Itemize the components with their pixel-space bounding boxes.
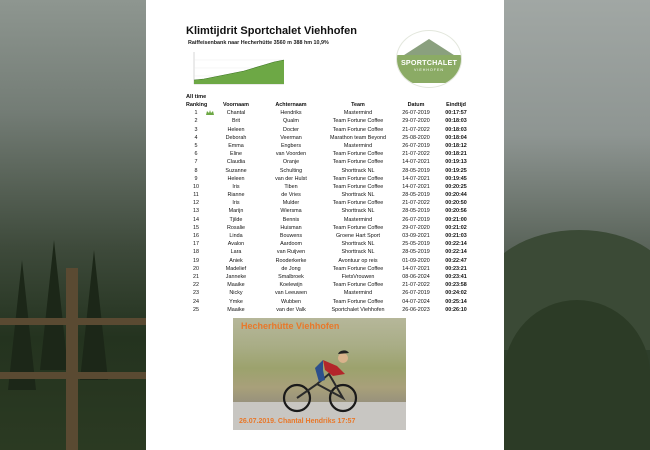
first-name-cell: Brit	[231, 118, 241, 125]
time-cell: 00:21:00	[445, 216, 467, 223]
first-name-cell: Nicky	[229, 290, 243, 297]
last-name-cell: de Vries	[281, 192, 301, 199]
rank-cell: 22	[193, 282, 199, 289]
date-cell: 04-07-2024	[402, 298, 430, 305]
last-name-cell: Rooderkerke	[275, 257, 307, 264]
team-cell: Shorttrack NL	[341, 167, 375, 174]
last-name-cell: van Ruijven	[276, 249, 306, 256]
rank-cell: 15	[193, 224, 199, 231]
team-cell: Team Fortune Coffee	[332, 265, 384, 272]
rank-cell: 17	[193, 241, 199, 248]
team-cell: Team Fortune Coffee	[332, 224, 384, 231]
last-name-cell: van Voorden	[275, 151, 307, 158]
fence-post	[66, 268, 78, 450]
date-cell: 03-09-2021	[402, 233, 430, 239]
time-cell: 00:17:57	[445, 110, 467, 117]
last-name-cell: de Jong	[281, 265, 301, 272]
rank-cell: 20	[193, 265, 199, 272]
sportchalet-logo	[396, 30, 462, 88]
rank-cell: 3	[194, 126, 198, 133]
team-cell: Shorttrack NL	[341, 208, 375, 215]
last-name-cell: Qualm	[283, 118, 299, 125]
time-cell: 00:18:03	[445, 118, 467, 125]
team-cell: Team Fortune Coffee	[332, 118, 384, 125]
rank-cell: 10	[193, 183, 199, 190]
date-cell: 21-07-2022	[402, 200, 430, 207]
elevation-profile	[190, 48, 286, 90]
rank-cell: 11	[193, 192, 199, 199]
first-name-cell: Ymke	[229, 298, 243, 305]
header-first-name: Voornaam	[223, 102, 249, 108]
last-name-cell: Wubben	[281, 298, 301, 305]
first-name-cell: Marijn	[228, 208, 244, 215]
last-name-cell: Veerman	[280, 134, 302, 141]
last-name-cell: Schulting	[279, 167, 303, 174]
rank-cell: 2	[194, 118, 198, 125]
date-cell: 14-07-2021	[402, 175, 430, 182]
first-name-cell: Janneke	[225, 273, 247, 280]
first-name-cell: Heleen	[227, 126, 245, 133]
header-last-name: Achternaam	[275, 102, 307, 108]
last-name-cell: Hendriks	[280, 110, 302, 117]
time-cell: 00:21:02	[445, 224, 467, 231]
time-cell: 00:26:10	[445, 306, 467, 313]
first-name-cell: Chantal	[226, 110, 246, 117]
team-cell: Team Fortune Coffee	[332, 200, 384, 207]
date-cell: 28-05-2019	[402, 208, 430, 215]
date-cell: 21-07-2022	[402, 126, 430, 133]
rank-cell: 24	[193, 298, 199, 305]
first-name-cell: Tjilde	[229, 216, 243, 223]
winner-crown-icon	[206, 110, 214, 116]
fence-rail	[0, 372, 146, 379]
background-photo-right	[504, 0, 650, 450]
photo-headline: Hecherhütte Viehhofen	[241, 321, 340, 331]
time-cell: 00:23:58	[445, 282, 467, 289]
date-cell: 26-07-2019	[402, 216, 430, 223]
section-label: All time	[186, 94, 207, 100]
time-cell: 00:22:14	[445, 249, 467, 256]
last-name-cell: Engbers	[280, 142, 302, 149]
tree-silhouette	[80, 250, 108, 380]
date-cell: 08-06-2024	[402, 273, 430, 280]
time-cell: 00:22:14	[445, 241, 467, 248]
team-cell: Shorttrack NL	[341, 249, 375, 256]
rank-cell: 8	[194, 167, 198, 174]
first-name-cell: Deborah	[225, 134, 247, 141]
fence-rail	[0, 318, 146, 325]
first-name-cell: Lara	[230, 249, 242, 256]
team-cell: Mastermind	[343, 110, 373, 117]
team-cell: Mastermind	[343, 142, 373, 149]
time-cell: 00:25:14	[445, 298, 467, 305]
last-name-cell: Smalbroek	[278, 273, 304, 280]
team-cell: Avontuur op reis	[338, 257, 378, 264]
date-cell: 14-07-2021	[402, 183, 430, 190]
team-cell: Sportchalet Viehhofen	[331, 306, 385, 313]
last-name-cell: van Leeuwen	[274, 290, 308, 297]
team-cell: FietsVrouwen	[341, 273, 375, 280]
last-name-cell: Bouwens	[279, 233, 303, 239]
meadow	[504, 300, 650, 450]
team-cell: Team Fortune Coffee	[332, 183, 384, 190]
rank-cell: 16	[193, 233, 199, 239]
team-cell: Team Fortune Coffee	[332, 151, 384, 158]
time-cell: 00:18:03	[445, 126, 467, 133]
logo-place: VIEHHOFEN	[414, 68, 444, 72]
tree-silhouette	[40, 240, 68, 370]
first-name-cell: Aniek	[229, 257, 243, 264]
date-cell: 26-07-2019	[402, 142, 430, 149]
cyclist-illustration	[233, 318, 406, 430]
team-cell: Team Fortune Coffee	[332, 159, 384, 166]
time-cell: 00:20:44	[445, 192, 467, 199]
first-name-cell: Linda	[229, 233, 243, 239]
rank-cell: 9	[194, 175, 198, 182]
last-name-cell: Huisman	[280, 224, 302, 231]
first-name-cell: Iris	[232, 200, 240, 207]
last-name-cell: Mulder	[282, 200, 300, 207]
rank-cell: 25	[193, 306, 199, 313]
winner-photo	[233, 318, 406, 430]
rank-cell: 12	[193, 200, 199, 207]
time-cell: 00:22:47	[445, 257, 467, 264]
date-cell: 14-07-2021	[402, 159, 430, 166]
photo-caption: 26.07.2019. Chantal Hendriks 17:57	[239, 418, 356, 425]
logo-name: SPORTCHALET	[400, 58, 458, 67]
time-cell: 00:23:21	[445, 265, 467, 272]
team-cell: Team Fortune Coffee	[332, 298, 384, 305]
team-cell: Team Fortune Coffee	[332, 282, 384, 289]
last-name-cell: Tiben	[284, 183, 298, 190]
date-cell: 29-07-2020	[402, 118, 430, 125]
time-cell: 00:20:25	[445, 183, 467, 190]
first-name-cell: Iris	[232, 183, 240, 190]
rank-cell: 5	[194, 142, 198, 149]
date-cell: 21-07-2022	[402, 282, 430, 289]
rank-cell: 7	[194, 159, 198, 166]
first-name-cell: Avalon	[227, 241, 245, 248]
first-name-cell: Maaike	[227, 306, 245, 313]
header-team: Team	[351, 102, 365, 108]
header-rank: Ranking	[186, 102, 208, 108]
time-cell: 00:19:25	[445, 167, 467, 174]
document-page	[146, 0, 504, 450]
first-name-cell: Suzanne	[225, 167, 247, 174]
route-subtitle: Raiffeisenbank naar Hecherhütte 3560 m 388 hm 10,9%	[188, 40, 329, 46]
first-name-cell: Rosalie	[227, 224, 245, 231]
header-time: Eindtijd	[446, 102, 466, 108]
time-cell: 00:18:12	[445, 142, 467, 149]
last-name-cell: Bennis	[282, 216, 300, 223]
first-name-cell: Madelief	[225, 265, 247, 272]
date-cell: 28-05-2019	[402, 167, 430, 174]
date-cell: 21-07-2022	[402, 151, 430, 158]
rank-cell: 14	[193, 216, 199, 223]
date-cell: 28-05-2019	[402, 249, 430, 256]
time-cell: 00:19:13	[445, 159, 467, 166]
first-name-cell: Claudia	[226, 159, 246, 166]
time-cell: 00:21:03	[445, 233, 467, 239]
team-cell: Groene Hart Sport	[335, 233, 381, 239]
tree-silhouette	[8, 260, 36, 390]
team-cell: Mastermind	[343, 290, 373, 297]
date-cell: 26-07-2019	[402, 110, 430, 117]
time-cell: 00:18:21	[445, 151, 467, 158]
team-cell: Shorttrack NL	[341, 192, 375, 199]
date-cell: 26-07-2019	[402, 290, 430, 297]
last-name-cell: Koelewijn	[279, 282, 303, 289]
rank-cell: 23	[193, 290, 199, 297]
last-name-cell: Docter	[283, 126, 299, 133]
time-cell: 00:18:04	[445, 134, 467, 141]
rank-cell: 21	[193, 273, 199, 280]
date-cell: 01-09-2020	[402, 257, 430, 264]
date-cell: 14-07-2021	[402, 265, 430, 272]
date-cell: 29-07-2020	[402, 224, 430, 231]
time-cell: 00:19:45	[445, 175, 467, 182]
rank-cell: 4	[194, 134, 198, 141]
last-name-cell: Oranje	[282, 159, 300, 166]
last-name-cell: van der Hulst	[275, 175, 307, 182]
first-name-cell: Heleen	[227, 175, 245, 182]
last-name-cell: Aardoom	[280, 241, 302, 248]
first-name-cell: Rianne	[227, 192, 245, 199]
date-cell: 28-05-2019	[402, 192, 430, 199]
last-name-cell: Wiersma	[280, 208, 302, 215]
rank-cell: 6	[194, 151, 198, 158]
date-cell: 25-08-2020	[402, 134, 430, 141]
background-photo-left	[0, 0, 146, 450]
date-cell: 25-05-2019	[402, 241, 430, 248]
time-cell: 00:24:02	[445, 290, 467, 297]
rank-cell: 18	[193, 249, 199, 256]
rank-cell: 1	[194, 110, 198, 117]
team-cell: Mastermind	[343, 216, 373, 223]
document-title: Klimtijdrit Sportchalet Viehhofen	[186, 25, 357, 37]
time-cell: 00:20:50	[445, 200, 467, 207]
time-cell: 00:20:56	[445, 208, 467, 215]
team-cell: Team Fortune Coffee	[332, 175, 384, 182]
header-date: Datum	[407, 102, 425, 108]
last-name-cell: van der Valk	[276, 306, 306, 313]
rank-cell: 19	[193, 257, 199, 264]
first-name-cell: Eline	[230, 151, 242, 158]
team-cell: Shorttrack NL	[341, 241, 375, 248]
team-cell: Marathon team Beyond	[329, 134, 387, 141]
time-cell: 00:23:41	[445, 273, 467, 280]
rank-cell: 13	[193, 208, 199, 215]
date-cell: 26-06-2023	[402, 306, 430, 313]
team-cell: Team Fortune Coffee	[332, 126, 384, 133]
first-name-cell: Emma	[228, 142, 244, 149]
first-name-cell: Maaike	[227, 282, 245, 289]
